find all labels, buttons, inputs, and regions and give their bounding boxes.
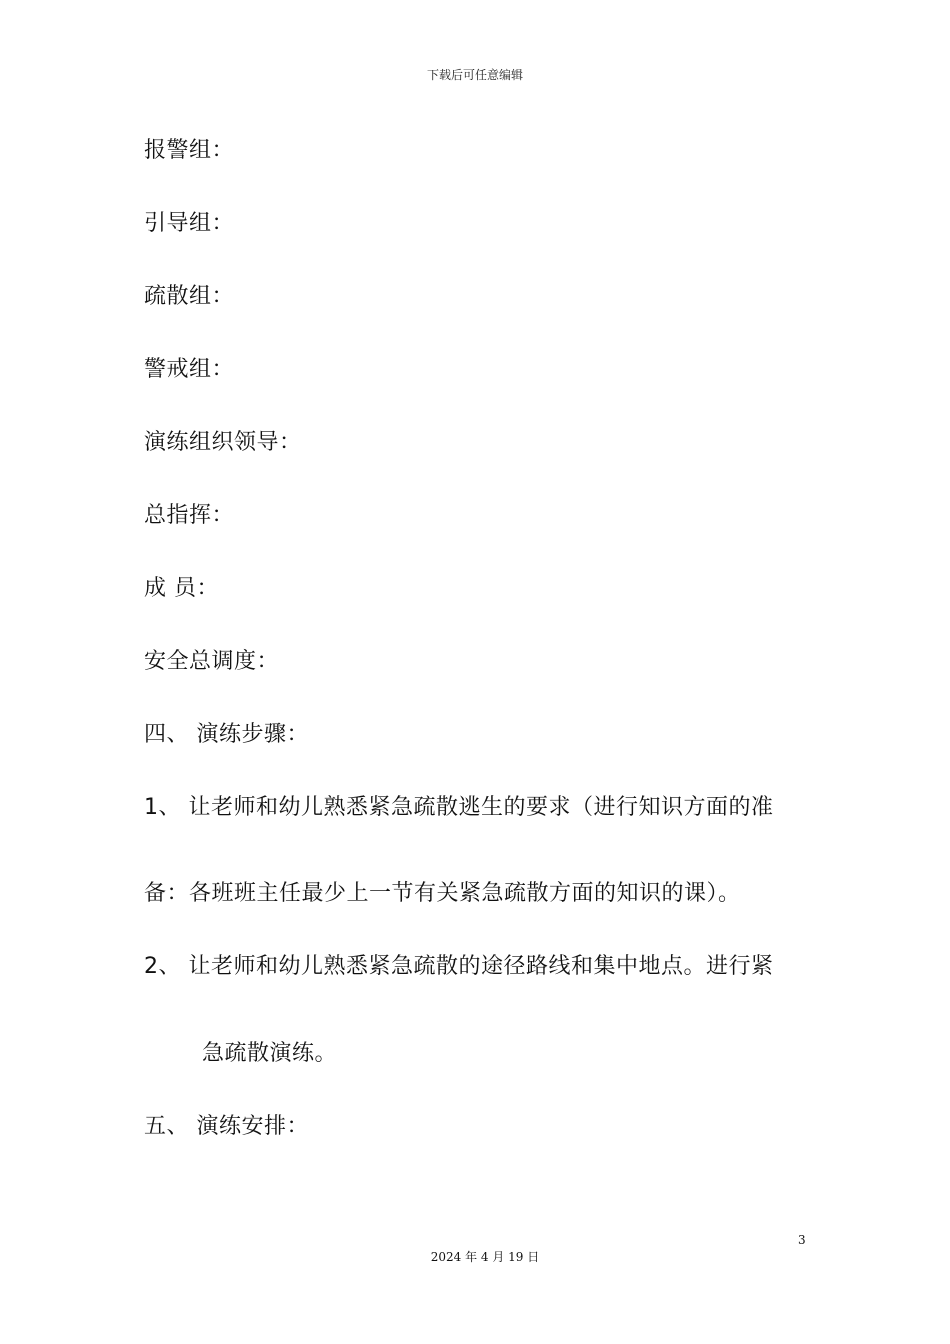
safety-dispatcher-label: 安全总调度： — [144, 649, 280, 674]
section-heading-drill-steps: 四、 演练步骤： — [144, 722, 309, 747]
evacuation-group-label: 疏散组： — [144, 284, 235, 309]
step-1-line-1: 1、 让老师和幼儿熟悉紧急疏散逃生的要求（进行知识方面的准 — [144, 795, 774, 820]
security-group-label: 警戒组： — [144, 357, 235, 382]
page-header: 下载后可任意编辑 — [426, 68, 523, 82]
page-number: 3 — [798, 1233, 806, 1247]
footer-date: 2024 年 4 月 19 日 — [430, 1250, 540, 1264]
step-1-line-2: 备：各班班主任最少上一节有关紧急疏散方面的知识的课）。 — [144, 881, 741, 906]
guide-group-label: 引导组： — [144, 211, 235, 236]
commander-label: 总指挥： — [144, 503, 235, 528]
step-2-line-2: 急疏散演练。 — [202, 1041, 338, 1066]
section-heading-drill-arrangement: 五、 演练安排： — [144, 1114, 309, 1139]
members-label: 成 员： — [144, 576, 219, 601]
drill-leadership-label: 演练组织领导： — [144, 430, 302, 455]
step-2-line-1: 2、 让老师和幼儿熟悉紧急疏散的途径路线和集中地点。进行紧 — [144, 954, 774, 979]
alarm-group-label: 报警组： — [144, 138, 235, 163]
